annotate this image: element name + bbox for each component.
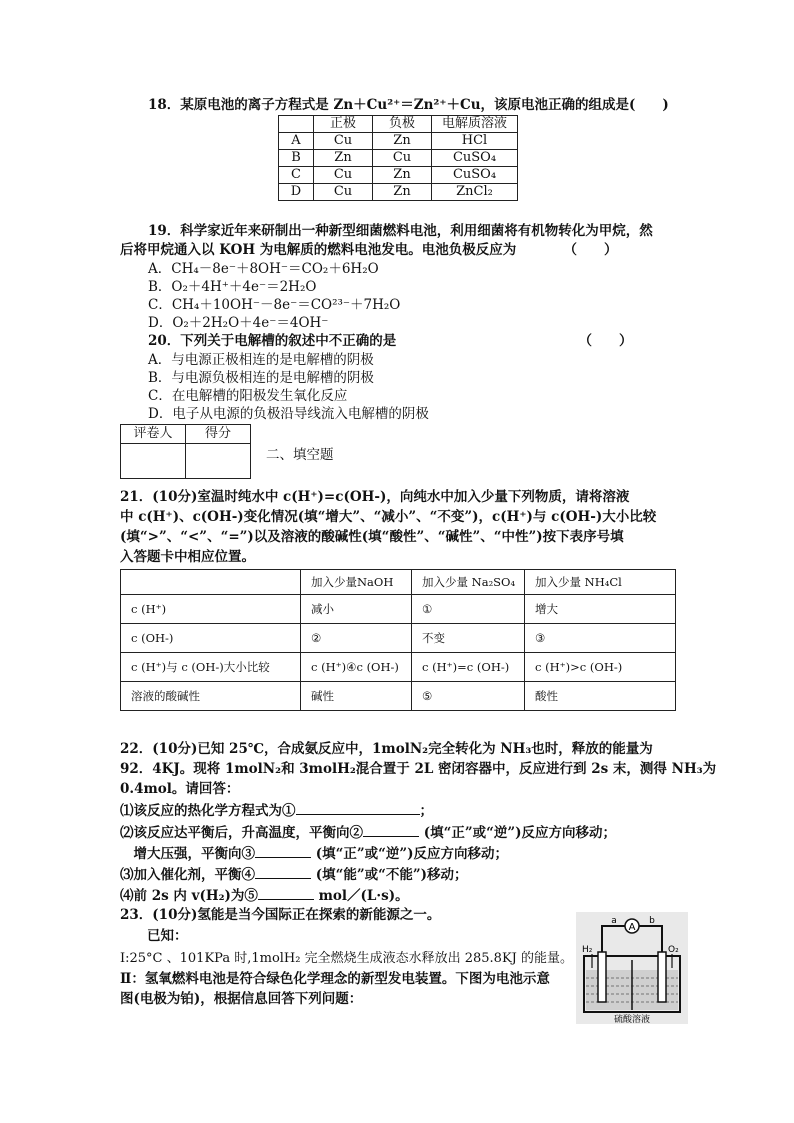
q22-sub3-end: (填“正”或“逆”)反应方向移动； — [311, 846, 509, 862]
table-row — [279, 150, 518, 167]
table-row — [279, 167, 518, 184]
q20-option-d: D．电子从电源的负极沿导线流入电解槽的阴极 — [148, 406, 429, 422]
table-cell: c (H⁺)④c (OH-) — [301, 653, 412, 682]
q23-line3: Ⅰ:25°C 、101KPa 时,1molH₂ 完全燃烧生成液态水释放出 285.8KJ 的能量。 — [120, 951, 574, 966]
label-h2: H₂ — [582, 945, 593, 955]
q19-option-c: C．CH₄＋10OH⁻－8e⁻＝CO²³⁻＋7H₂O — [148, 297, 401, 313]
q22-sub2 — [120, 822, 616, 842]
electrolyte-label: 硫酸溶液 — [613, 1015, 651, 1024]
table-cell: Cu — [314, 184, 373, 201]
q22-sub2-end: (填“正”或“逆”)反应方向移动； — [419, 825, 617, 841]
q18-header: 正极 — [314, 116, 373, 133]
fuel-cell-diagram — [576, 912, 688, 1024]
q22-sub4-end: (填“能”或“不能”)移动； — [311, 867, 468, 883]
table-cell: 酸性 — [525, 682, 676, 711]
q21-header: 加入少量 NH₄Cl — [525, 570, 676, 595]
answer-blank-3[interactable] — [255, 843, 311, 858]
q21-table — [120, 569, 676, 711]
q21-line1: 21．(10分)室温时纯水中 c(H⁺)=c(OH-)，向纯水中加入少量下列物质，请将溶液 — [120, 489, 630, 505]
electrode-a — [598, 952, 606, 1002]
q21-header: 加入少量 Na₂SO₄ — [412, 570, 525, 595]
table-cell: ③ — [525, 624, 676, 653]
q21-header — [121, 570, 301, 595]
table-row — [279, 184, 518, 201]
grader-box — [120, 424, 251, 479]
q18-header: 负极 — [373, 116, 432, 133]
q21-line4: 入答题卡中相应位置。 — [120, 549, 255, 565]
label-a: a — [611, 916, 617, 926]
q22-sub2-text: ⑵该反应达平衡后，升高温度，平衡向② — [120, 825, 363, 841]
score-label: 得分 — [186, 425, 251, 444]
q23-line1: 23．(10分)氢能是当今国际正在探索的新能源之一。 — [120, 907, 441, 923]
grader-label: 评卷人 — [121, 425, 186, 444]
q21-line3: (填“>”、“<”、“=”)以及溶液的酸碱性(填“酸性”、“碱性”、“中性”)按下表序号填 — [120, 529, 624, 545]
q19-option-b: B．O₂＋4H⁺＋4e⁻＝2H₂O — [148, 279, 317, 295]
table-cell: B — [279, 150, 314, 167]
table-row — [279, 133, 518, 150]
q19-option-d: D．O₂＋2H₂O＋4e⁻＝4OH⁻ — [148, 315, 329, 331]
q20-option-a: A．与电源正极相连的是电解槽的阴极 — [148, 352, 374, 368]
table-cell: Cu — [314, 167, 373, 184]
q22-sub5 — [120, 885, 409, 905]
label-b: b — [649, 916, 655, 926]
section-heading: 二、填空题 — [266, 447, 334, 463]
table-cell: Zn — [373, 167, 432, 184]
q22-line3: 0.4mol。请回答： — [120, 781, 240, 797]
table-cell: 不变 — [412, 624, 525, 653]
table-cell: c (H⁺)=c (OH-) — [412, 653, 525, 682]
grader-blank — [121, 444, 186, 479]
q20-stem: 20．下列关于电解槽的叙述中不正确的是 （ ） — [148, 333, 633, 349]
table-cell: c (OH-) — [121, 624, 301, 653]
q20-option-c: C．在电解槽的阳极发生氧化反应 — [148, 388, 348, 404]
table-cell: ① — [412, 595, 525, 624]
table-cell: c (H⁺)与 c (OH-)大小比较 — [121, 653, 301, 682]
answer-blank-2[interactable] — [363, 822, 419, 837]
q22-sub3-text: 增大压强，平衡向③ — [120, 846, 255, 862]
table-cell: ② — [301, 624, 412, 653]
q22-sub5-end: mol／(L·s)。 — [313, 888, 409, 904]
table-cell: Zn — [373, 133, 432, 150]
q22-sub3 — [120, 843, 508, 863]
q18-header: 电解质溶液 — [432, 116, 518, 133]
q19-line2: 后将甲烷通入以 KOH 为电解质的燃料电池发电。电池负极反应为 （ ） — [120, 242, 618, 258]
table-cell: D — [279, 184, 314, 201]
q22-sub1-text: ⑴该反应的热化学方程式为① — [120, 803, 296, 819]
q18-header — [279, 116, 314, 133]
q20-option-b: B．与电源负极相连的是电解槽的阴极 — [148, 370, 374, 386]
q22-sub4 — [120, 864, 468, 884]
answer-blank-4[interactable] — [255, 864, 311, 879]
table-cell: Cu — [373, 150, 432, 167]
q22-line1: 22．(10分)已知 25℃，合成氨反应中，1molN₂完全转化为 NH₃也时，释放的能量为 — [120, 741, 653, 757]
table-cell: Zn — [373, 184, 432, 201]
q22-sub1 — [120, 800, 433, 820]
table-cell: ZnCl₂ — [432, 184, 518, 201]
table-row — [121, 595, 676, 624]
answer-blank-1[interactable] — [296, 800, 420, 815]
q19-line1: 19．科学家近年来研制出一种新型细菌燃料电池，利用细菌将有机物转化为甲烷，然 — [148, 223, 653, 239]
table-row — [121, 682, 676, 711]
answer-blank-5[interactable] — [258, 885, 314, 900]
table-cell: C — [279, 167, 314, 184]
table-cell: ⑤ — [412, 682, 525, 711]
table-cell: c (H⁺)>c (OH-) — [525, 653, 676, 682]
table-row — [121, 653, 676, 682]
q22-sub4-text: ⑶加入催化剂，平衡④ — [120, 867, 255, 883]
table-cell: CuSO₄ — [432, 167, 518, 184]
q22-sub5-text: ⑷前 2s 内 v(H₂)为⑤ — [120, 888, 258, 904]
table-cell: c (H⁺) — [121, 595, 301, 624]
q18-stem: 18．某原电池的离子方程式是 Zn＋Cu²⁺＝Zn²⁺＋Cu，该原电池正确的组成是( ) — [148, 97, 669, 113]
score-blank — [186, 444, 251, 479]
q23-line5: 图(电极为铂)，根据信息回答下列问题： — [120, 991, 363, 1007]
q18-table — [278, 115, 518, 201]
table-cell: Cu — [314, 133, 373, 150]
label-o2: O₂ — [668, 945, 679, 955]
table-cell: A — [279, 133, 314, 150]
table-cell: 溶液的酸碱性 — [121, 682, 301, 711]
q23-line2: 已知： — [120, 928, 188, 944]
table-cell: Zn — [314, 150, 373, 167]
table-cell: CuSO₄ — [432, 150, 518, 167]
ammeter-label: A — [628, 922, 636, 933]
table-cell: 碱性 — [301, 682, 412, 711]
table-cell: 减小 — [301, 595, 412, 624]
table-row — [121, 624, 676, 653]
table-cell: HCl — [432, 133, 518, 150]
table-cell: 增大 — [525, 595, 676, 624]
q19-option-a: A．CH₄－8e⁻＋8OH⁻＝CO₂＋6H₂O — [148, 261, 379, 277]
q22-sub1-end: ； — [419, 803, 433, 819]
q23-line4: Ⅱ：氢氧燃料电池是符合绿色化学理念的新型发电装置。下图为电池示意 — [120, 971, 550, 987]
electrode-b — [658, 952, 666, 1002]
q21-header: 加入少量NaOH — [301, 570, 412, 595]
q22-line2: 92．4KJ。现将 1molN₂和 3molH₂混合置于 2L 密闭容器中，反应进行到 2s 末，测得 NH₃为 — [120, 761, 717, 777]
q21-line2: 中 c(H⁺)、c(OH-)变化情况(填“增大”、“减小”、“不变”)，c(H⁺)与 c(OH-)大小比较 — [120, 509, 657, 525]
